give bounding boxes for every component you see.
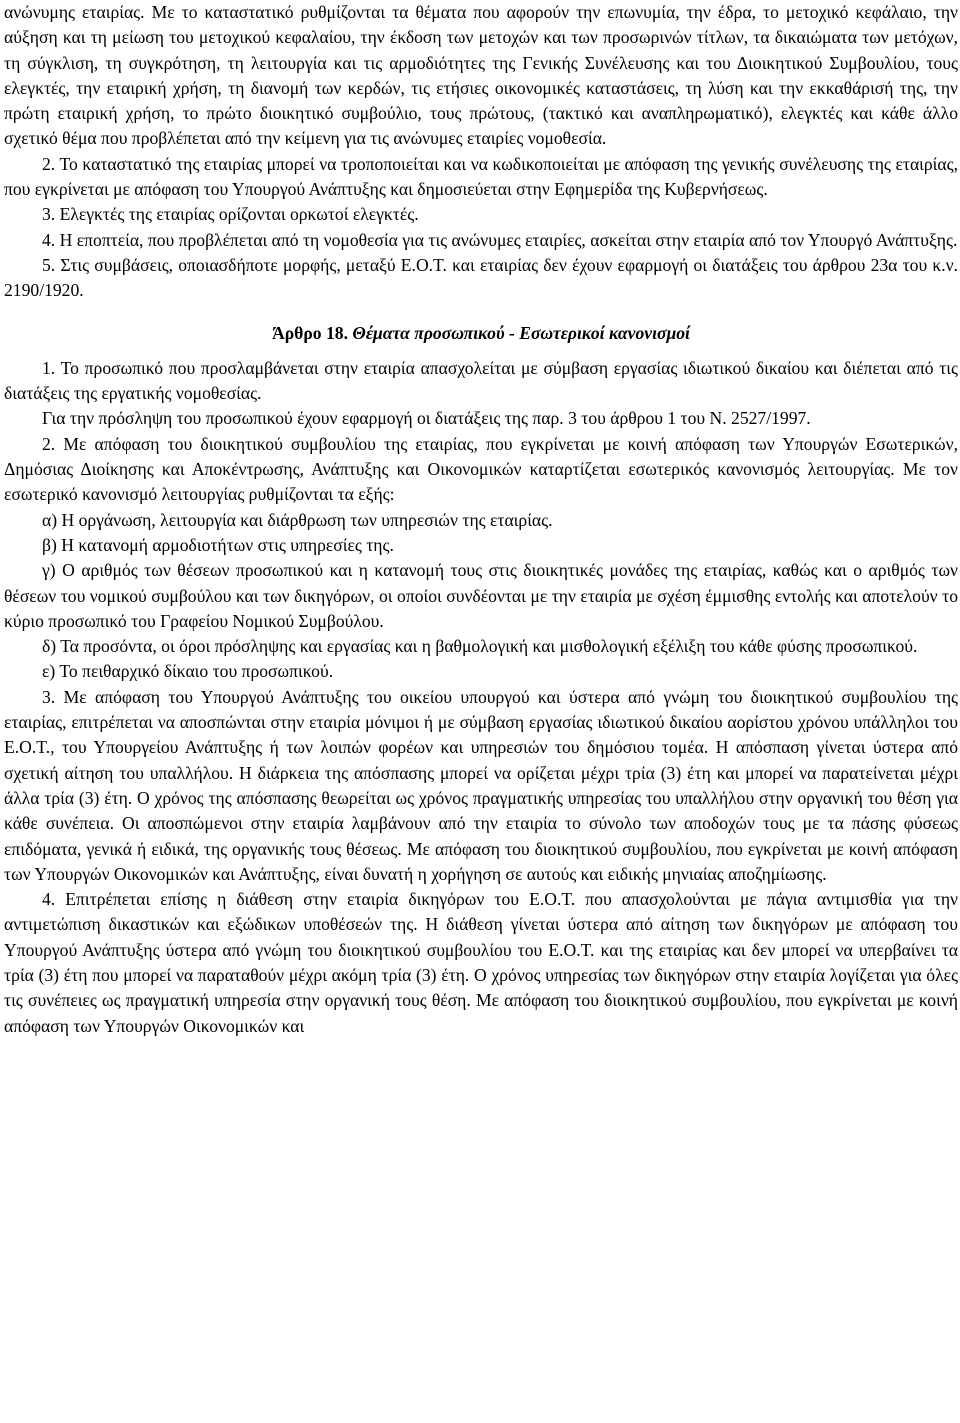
article18-item-d: δ) Τα προσόντα, οι όροι πρόσληψης και εργασίας και η βαθμολογική και μισθολογική εξέλιξη του κάθε φύσης προσωπικού. [42, 636, 918, 657]
article18-number: Άρθρο 18. [272, 322, 348, 343]
article17-paragraph-2: 2. Το καταστατικό της εταιρίας μπορεί να τροποποιείται και να κωδικοποιείται με απόφαση της γενικής συνέλευσης της εταιρίας, που εγκρίνεται με απόφαση του Υπουργού Ανάπτυξης και δημοσιεύεται στην Εφημερίδα της Κυβερνήσεως. [4, 153, 958, 200]
article18-paragraph-3: 3. Με απόφαση του Υπουργού Ανάπτυξης του οικείου υπουργού και ύστερα από γνώμη του διοικητικού συμβουλίου της εταιρίας, επιτρέπεται να αποσπώνται στην εταιρία μόνιμοι ή με σύμβαση εργασίας ιδιωτικού δικαίου αορίστου χρόνου υπάλληλοι του Ε.Ο.Τ., του Υπουργείου Ανάπτυξης ή των λοιπών φορέων και υπηρεσιών του δημόσιου τομέα. Η απόσπαση γίνεται ύστερα από σχετική αίτηση του υπαλλήλου. Η διάρκεια της απόσπασης μπορεί να ορίζεται μέχρι τρία (3) έτη και μπορεί να παρατείνεται μέχρι άλλα τρία (3) έτη. Ο χρόνος της απόσπασης θεωρείται ως χρόνος πραγματικής υπηρεσίας του υπαλλήλου στην οργανική του θέση για κάθε συνέπεια. Οι αποσπώμενοι στην εταιρία λαμβάνουν από την εταιρία το σύνολο των αποδοχών τους με τα πάσης φύσεως επιδόματα, γενικά ή ειδικά, της οργανικής τους θέσεως. Με απόφαση του διοικητικού συμβουλίου, που εγκρίνεται με κοινή απόφαση των Υπουργών Οικονομικών και Ανάπτυξης, είναι δυνατή η χορήγηση σε αυτούς και ειδικής μηνιαίας αποζημίωσης. [4, 686, 958, 884]
article17-paragraph-5: 5. Στις συμβάσεις, οποιασδήποτε μορφής, μεταξύ Ε.Ο.Τ. και εταιρίας δεν έχουν εφαρμογή οι διατάξεις του άρθρου 23α του κ.ν. 2190/1920. [4, 254, 958, 301]
article18-title: Θέματα προσωπικού - Εσωτερικοί κανονισμοί [352, 322, 690, 343]
article18-paragraph-1b: Για την πρόσληψη του προσωπικού έχουν εφαρμογή οι διατάξεις της παρ. 3 του άρθρου 1 του Ν. 2527/1997. [42, 408, 811, 429]
article18-item-e: ε) Το πειθαρχικό δίκαιο του προσωπικού. [42, 661, 334, 682]
article18-paragraph-1: 1. Το προσωπικό που προσλαμβάνεται στην εταιρία απασχολείται με σύμβαση εργασίας ιδιωτικού δικαίου και διέπεται από τις διατάξεις της εργατικής νομοθεσίας. [4, 357, 958, 404]
document-page [4, 0, 958, 1039]
article18-item-a: α) Η οργάνωση, λειτουργία και διάρθρωση των υπηρεσιών της εταιρίας. [42, 509, 553, 530]
intro-paragraph: ανώνυμης εταιρίας. Με το καταστατικό ρυθμίζονται τα θέματα που αφορούν την επωνυμία, την έδρα, το μετοχικό κεφάλαιο, την αύξηση και τη μείωση του μετοχικού κεφαλαίου, την έκδοση των μετοχών και των προσωρινών τίτλων, τα δικαιώματα των μετόχων, τη σύγκλιση, τη συγκρότηση, τη λειτουργία και τις αρμοδιότητες της Γενικής Συνέλευσης και του Διοικητικού Συμβουλίου, τους ελεγκτές, την εταιρική χρήση, τη διανομή των κερδών, τις ετήσιες οικονομικές καταστάσεις, τη λύση και την εκκαθάρισή της, την πρώτη εταιρική χρήση, το πρώτο διοικητικό συμβούλιο, τους πρώτους, (τακτικό και αναπληρωματικό), ελεγκτές και κάθε άλλο σχετικό θέμα που προβλέπεται από την κείμενη για τις ανώνυμες εταιρίες νομοθεσία. [4, 2, 958, 149]
article18-item-b: β) Η κατανομή αρμοδιοτήτων στις υπηρεσίες της. [42, 534, 394, 555]
article18-paragraph-4: 4. Επιτρέπεται επίσης η διάθεση στην εταιρία δικηγόρων του Ε.Ο.Τ. που απασχολούνται με πάγια αντιμισθία για την αντιμετώπιση δικαστικών και εξώδικων υποθέσεών της. Η διάθεση γίνεται ύστερα από αίτηση των δικηγόρων με απόφαση του Υπουργού Ανάπτυξης ύστερα από γνώμη του διοικητικού συμβουλίου του Ε.Ο.Τ. και της εταιρίας και δεν μπορεί να υπερβαίνει τα τρία (3) έτη που μπορεί να παραταθούν μέχρι ακόμη τρία (3) έτη. Ο χρόνος υπηρεσίας των δικηγόρων στην εταιρία λογίζεται για όλες τις συνέπειες ως πραγματική υπηρεσία στην οργανική τους θέση. Με απόφαση του διοικητικού συμβουλίου, που εγκρίνεται με κοινή απόφαση των Υπουργών Οικονομικών και [4, 889, 958, 1036]
article18-paragraph-2: 2. Με απόφαση του διοικητικού συμβουλίου της εταιρίας, που εγκρίνεται με κοινή απόφαση των Υπουργών Εσωτερικών, Δημόσιας Διοίκησης και Αποκέντρωσης, Ανάπτυξης και Οικονομικών καταρτίζεται εσωτερικός κανονισμός λειτουργίας. Με τον εσωτερικό κανονισμό λειτουργίας ρυθμίζονται τα εξής: [4, 433, 958, 505]
article17-paragraph-4: 4. Η εποπτεία, που προβλέπεται από τη νομοθεσία για τις ανώνυμες εταιρίες, ασκείται στην εταιρία από τον Υπουργό Ανάπτυξης. [42, 229, 958, 250]
article18-item-c: γ) Ο αριθμός των θέσεων προσωπικού και η κατανομή τους στις διοικητικές μονάδες της εταιρίας, καθώς και ο αριθμός των θέσεων του νομικού συμβούλου και των δικηγόρων, οι οποίοι συνδέονται με την εταιρία με σχέση έμμισθης εντολής και αποτελούν το κύριο προσωπικό του Γραφείου Νομικού Συμβούλου. [4, 560, 958, 631]
article17-paragraph-3: 3. Ελεγκτές της εταιρίας ορίζονται ορκωτοί ελεγκτές. [42, 204, 419, 225]
article18-heading [4, 321, 958, 346]
